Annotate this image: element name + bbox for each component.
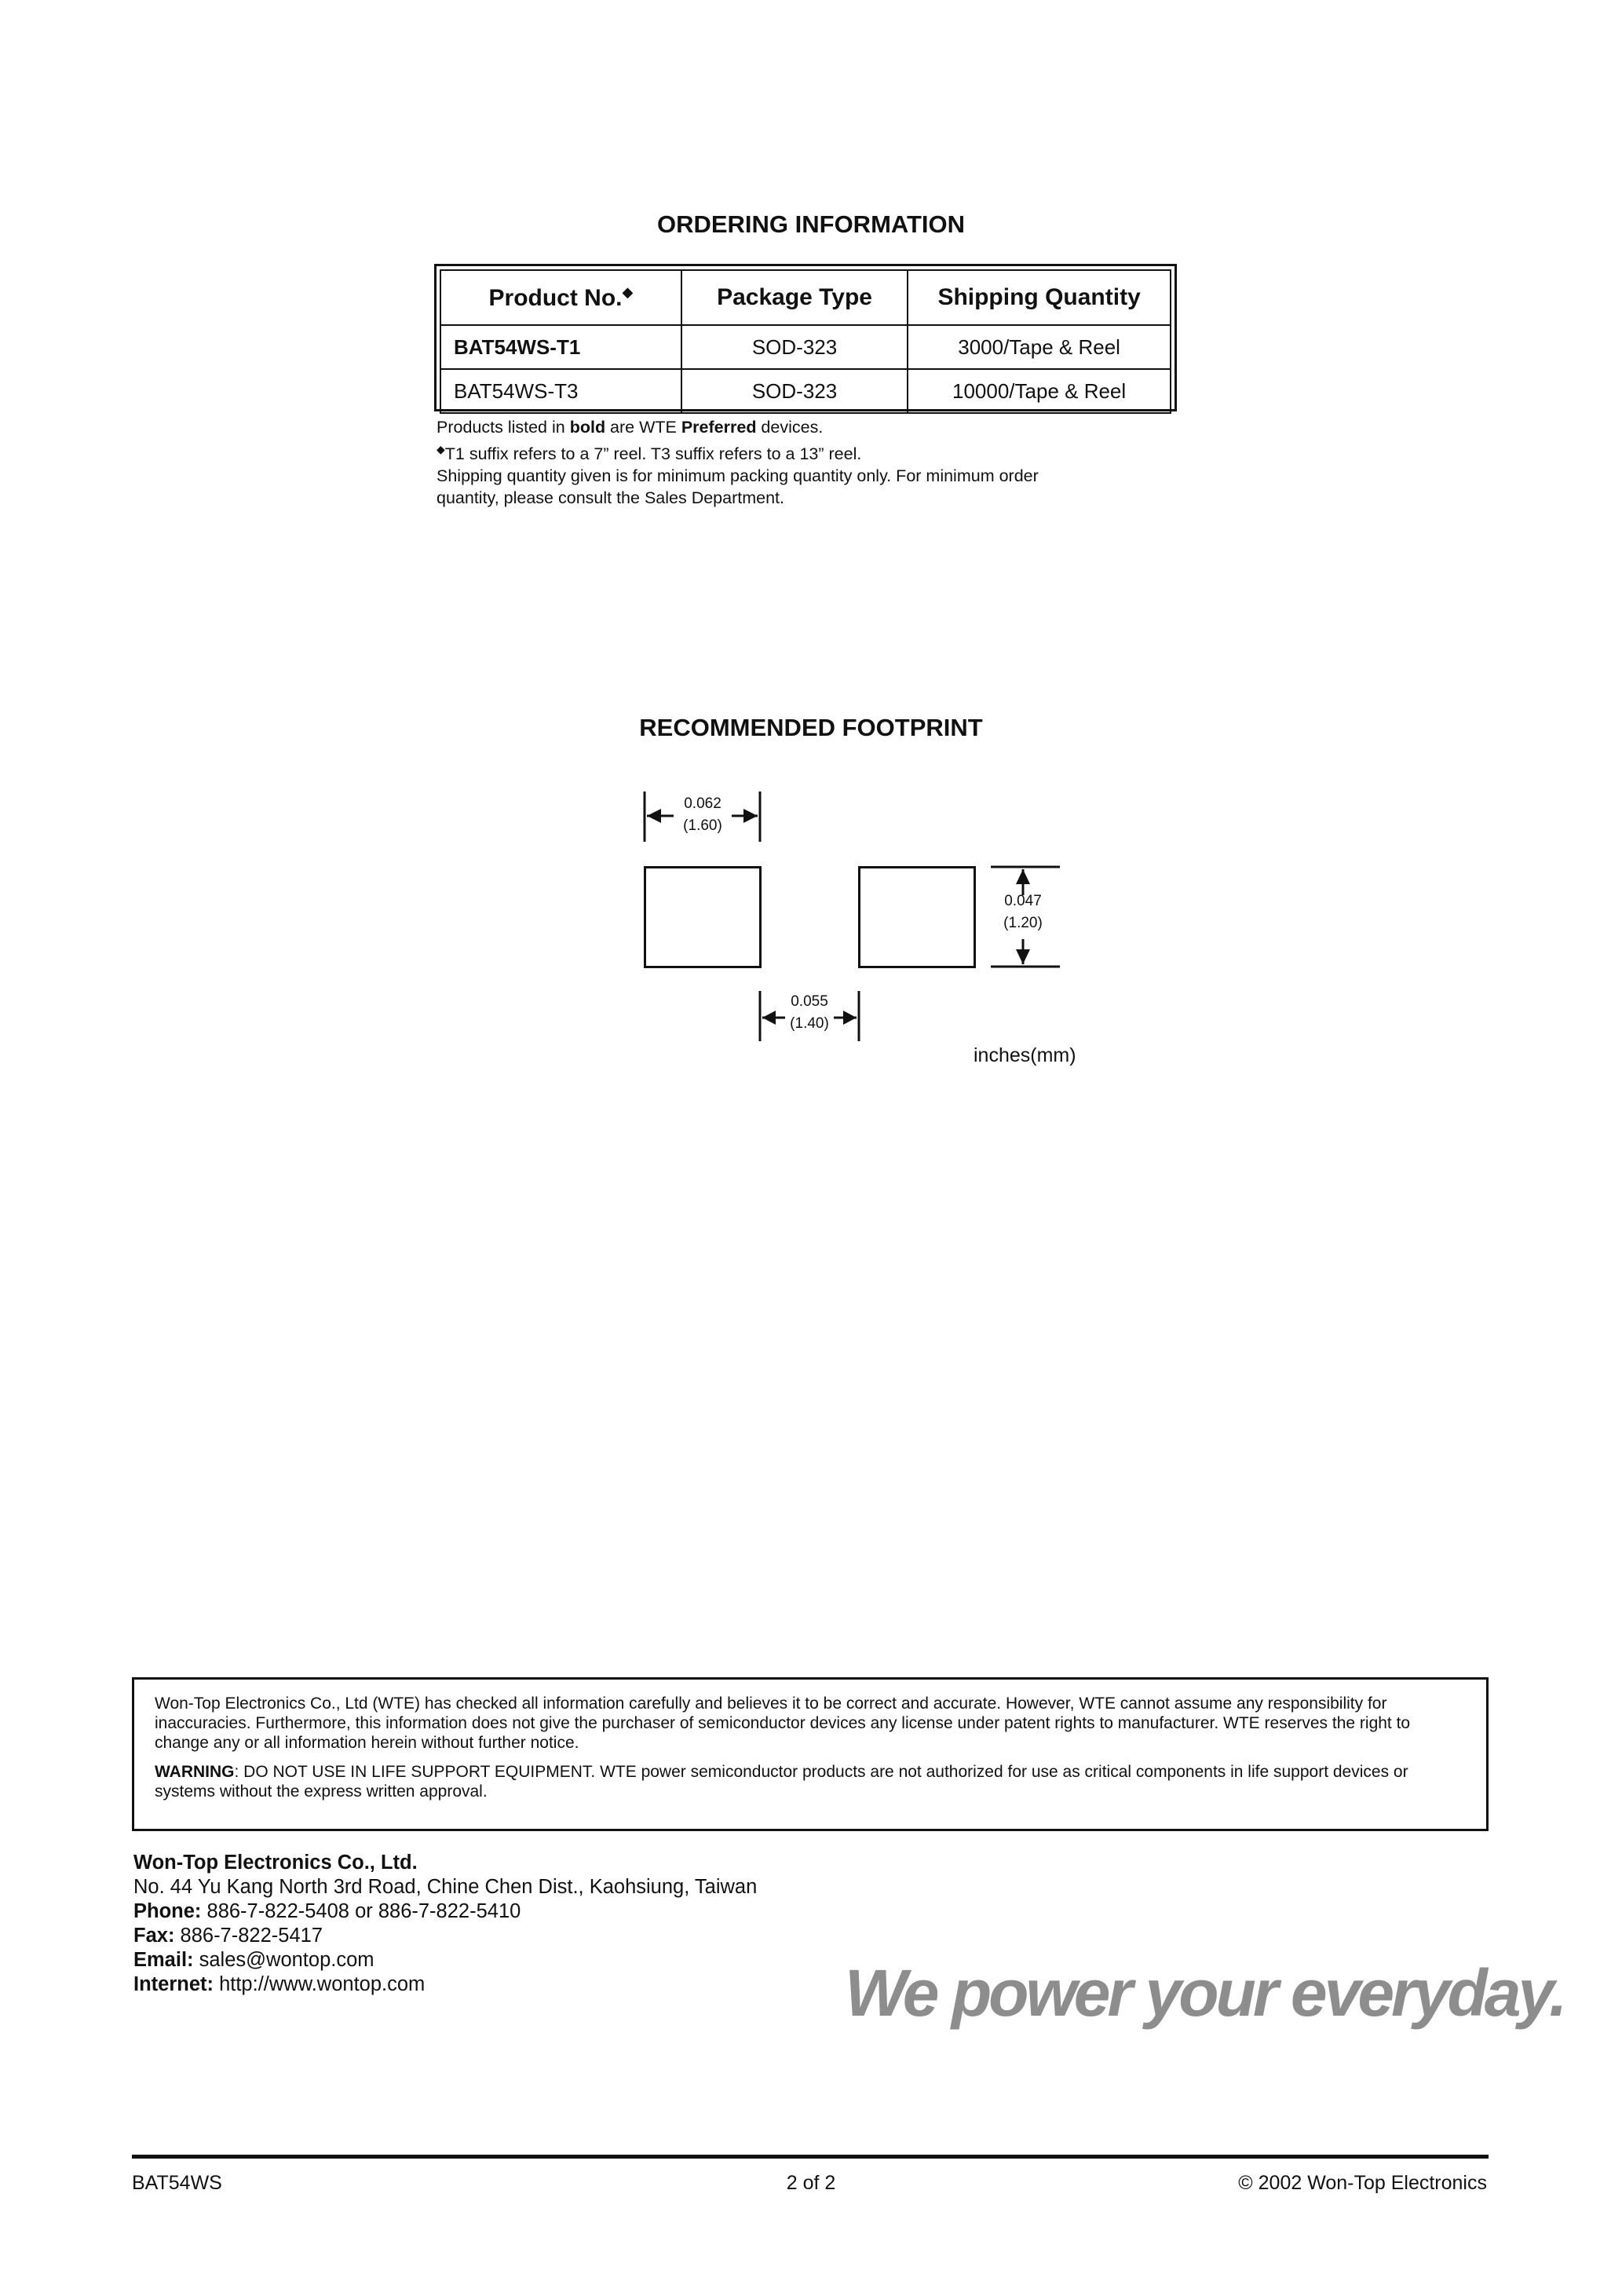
phone-line: Phone: 886-7-822-5408 or 886-7-822-5410 [133,1900,521,1922]
email-line: Email: sales@wontop.com [133,1949,374,1971]
company-address: No. 44 Yu Kang North 3rd Road, Chine Chen Dist., Kaohsiung, Taiwan [133,1876,758,1898]
note-shipping: Shipping quantity given is for minimum packing quantity only. For minimum order [437,466,1039,486]
disclaimer-text: Won-Top Electronics Co., Ltd (WTE) has checked all information carefully and believes it to be correct and accurate. However, WTE cannot assume any responsibility for inaccuracies. Furthermore, this information does not give the purchaser of semiconductor devices any license under patent rights to manufacturer. WTE reserves the right to change any or all information herein without further notice. [155,1695,1411,1752]
header-quantity: Shipping Quantity [908,270,1171,325]
pad-gap-dimension: 0.055 (1.40) [790,993,829,1032]
website-link[interactable]: http://www.wontop.com [214,1973,426,1995]
fax-line: Fax: 886-7-822-5417 [133,1925,323,1947]
header-product: Product No.◆ [440,270,681,325]
company-name: Won-Top Electronics Co., Ltd. [133,1852,418,1874]
cell-package: SOD-323 [681,325,908,369]
footprint-pad-right [858,866,976,968]
footer-divider [132,2155,1489,2159]
internet-line: Internet: http://www.wontop.com [133,1973,426,1995]
disclaimer-box [132,1677,1489,1831]
footprint-pad-left [644,866,762,968]
cell-package: SOD-323 [681,369,908,413]
pad-height-dimension: 0.047 (1.20) [1003,893,1043,931]
note-preferred: Products listed in bold are WTE Preferred devices. [437,418,824,437]
note-shipping-cont: quantity, please consult the Sales Department. [437,488,784,508]
units-label: inches(mm) [974,1044,1076,1066]
footer-part-number: BAT54WS [132,2172,222,2194]
diamond-icon: ◆ [437,443,445,455]
contact-block [133,1851,757,1997]
cell-product: BAT54WS-T3 [440,369,681,413]
slogan: We power your everyday. [845,1956,1565,2030]
footer-copyright: © 2002 Won-Top Electronics [1238,2172,1487,2194]
ordering-title: ORDERING INFORMATION [656,210,966,238]
note-suffix: ◆T1 suffix refers to a 7” reel. T3 suffix refers to a 13” reel. [437,443,862,464]
cell-product: BAT54WS-T1 [440,325,681,369]
footer-page-number: 2 of 2 [786,2172,836,2194]
footprint-title: RECOMMENDED FOOTPRINT [639,714,983,741]
cell-quantity: 3000/Tape & Reel [908,325,1171,369]
diamond-icon: ◆ [622,283,634,300]
email-link[interactable]: sales@wontop.com [193,1949,374,1971]
header-package: Package Type [681,270,908,325]
pad-width-dimension: 0.062 (1.60) [683,795,722,834]
warning-text: WARNING: DO NOT USE IN LIFE SUPPORT EQUIPMENT. WTE power semiconductor products are not authorized for use as critical components in life support devices or systems without the express written approval. [155,1763,1408,1801]
cell-quantity: 10000/Tape & Reel [908,369,1171,413]
